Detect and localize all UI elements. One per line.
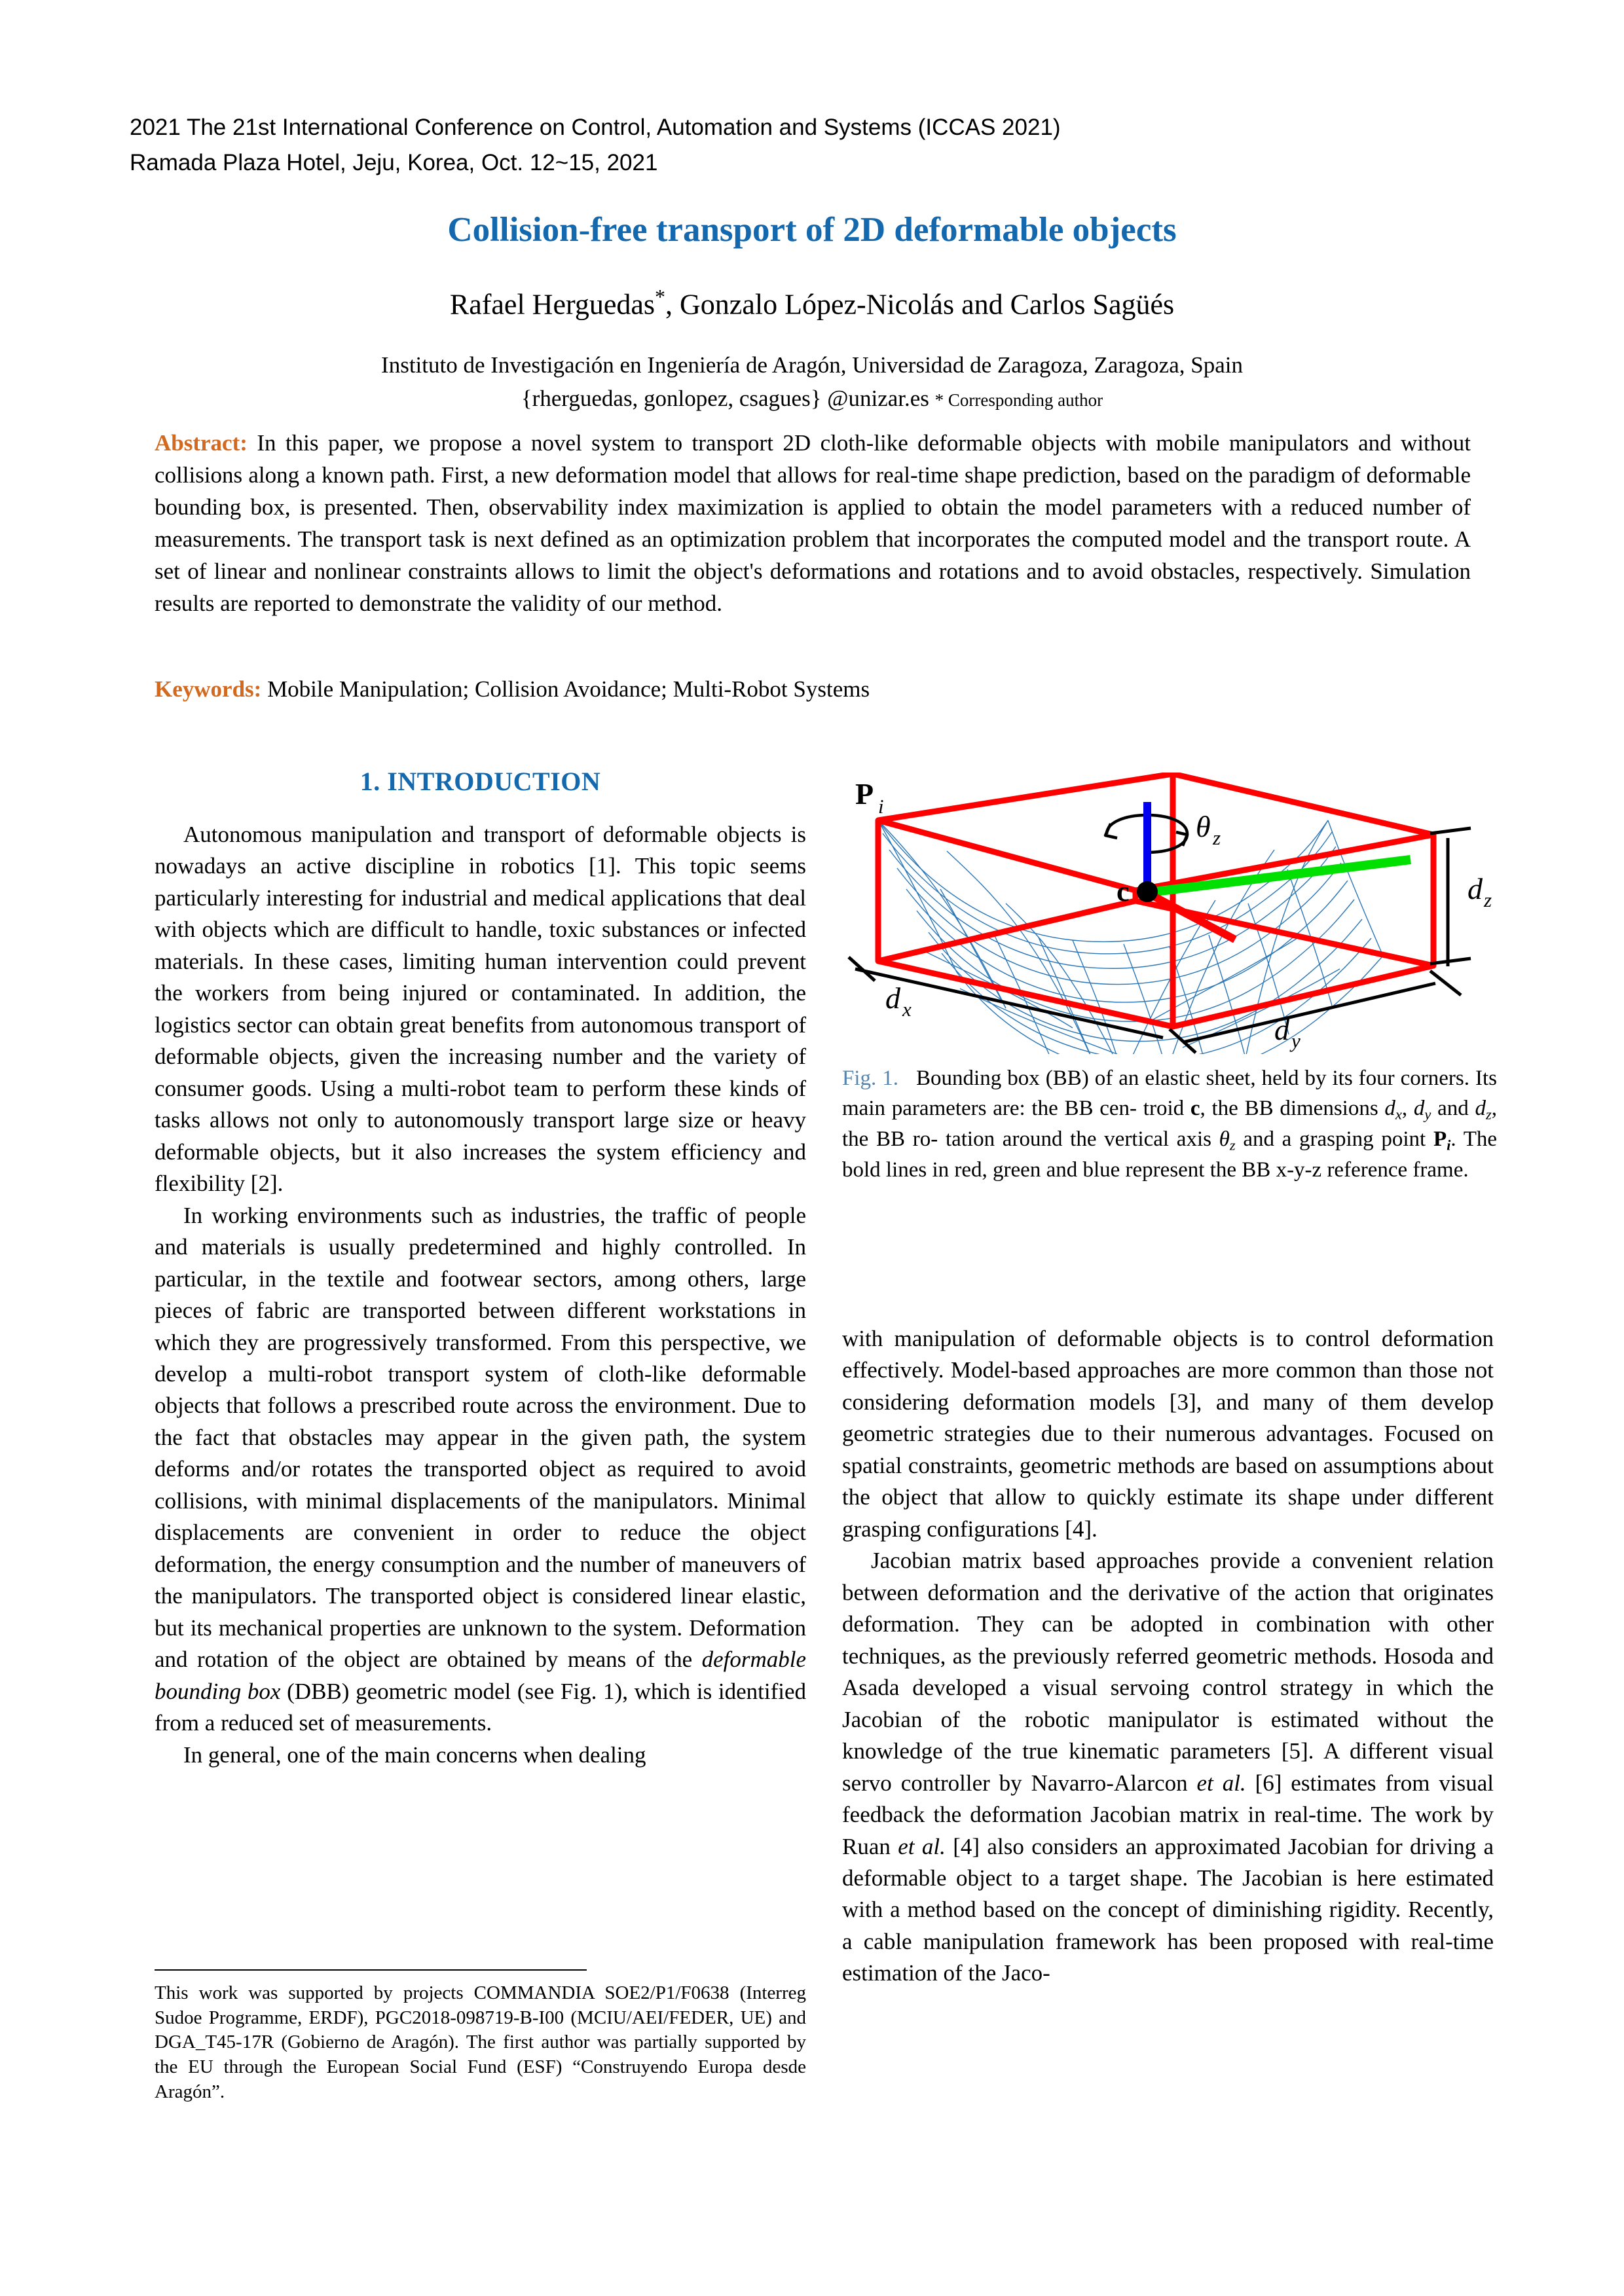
section-heading-introduction: 1. INTRODUCTION xyxy=(360,767,601,796)
keywords-text: Mobile Manipulation; Collision Avoidance; Multi-Robot Systems xyxy=(267,676,870,702)
citation-et-al-2: et al. xyxy=(898,1833,946,1859)
caption-seg-4b: and a grasping point xyxy=(1235,1127,1426,1151)
affiliation-line-1: Instituto de Investigación en Ingeniería de Aragón, Universidad de Zaragoza, Zaragoza, Spain xyxy=(381,352,1243,378)
label-dy: d xyxy=(1274,1013,1289,1046)
caption-centroid-symbol: c xyxy=(1190,1096,1200,1120)
author-list: Rafael Herguedas*, Gonzalo López-Nicolás and Carlos Sagüés xyxy=(449,285,1175,321)
caption-dz: $d_z$ xyxy=(1475,1096,1492,1122)
label-dx: d xyxy=(885,981,900,1015)
paragraph-intro-2 xyxy=(155,1200,806,1740)
caption-theta-z: $\theta_z$ xyxy=(1219,1127,1236,1154)
label-theta-z-subscript: z xyxy=(1213,826,1221,849)
paragraph-intro-3: In general, one of the main concerns when dealing xyxy=(183,1741,646,1768)
paragraph-right-2 xyxy=(842,1545,1494,1990)
figure-1 xyxy=(842,773,1497,1054)
conference-line-1: 2021 The 21st International Conference on Control, Automation and Systems (ICCAS 2021) xyxy=(130,115,1061,140)
paragraph-right-1: with manipulation of deformable objects is to control deformation effectively. Model-based approaches are more common than those not considering deformation models [3], and many of them develop geometric strategies due to their numerous advantages. Focused on spatial constraints, geometric methods are based on assumptions about the object that allow to quickly estimate its shape under different grasping configurations [4]. xyxy=(842,1326,1494,1542)
label-centroid: c xyxy=(1116,875,1130,907)
affiliation-line-2 xyxy=(130,382,1494,416)
paragraph-right-2-c: [4] also considers an approximated Jacobian for driving a deformable object to a target shape. The Jacobian is here estimated with a method based on the concept of diminishing rigidity. Recently, a cable manipulation framework has been proposed with real-time estimation of the Jaco- xyxy=(842,1833,1494,1986)
label-theta-z: θ xyxy=(1196,810,1211,843)
page-title: Collision-free transport of 2D deformable objects xyxy=(447,211,1177,249)
label-grasping-point: P xyxy=(855,777,874,811)
bounding-box-diagram xyxy=(842,773,1497,1054)
caption-dx: $d_x$ xyxy=(1384,1096,1402,1122)
term-deformable-bounding-box: deformable bounding box xyxy=(155,1647,806,1704)
label-dz-subscript: z xyxy=(1484,888,1492,911)
title-block xyxy=(130,211,1494,415)
label-dz: d xyxy=(1467,872,1483,905)
caption-seg-6: the BB x-y-z reference frame. xyxy=(1209,1158,1469,1182)
figure-label: Fig. 1. xyxy=(842,1066,899,1090)
conference-line-2: Ramada Plaza Hotel, Jeju, Korea, Oct. 12~15, 2021 xyxy=(130,150,658,176)
abstract-label: Abstract: xyxy=(155,430,248,456)
caption-seg-5b: . The bold lines in red, green and blue represent xyxy=(842,1127,1498,1182)
paragraph-intro-1: Autonomous manipulation and transport of deformable objects is nowadays an active discipline in robotics [1]. This topic seems particularly interesting for industrial and medical applications that deal with objects which are difficult to handle, toxic substances or infected materials. In these cases, limiting human intervention could prevent the workers from being injured or contaminated. In addition, the logistics sector can obtain great benefits from autonomous transport of deformable objects, given the increasing number and the variety of consumer goods. Using a multi-robot team to perform these kinds of tasks allows not only to autonomously transport large size or heavy deformable objects, but it also increases the system efficiency and flexibility [2]. xyxy=(155,822,806,1197)
footnote-divider xyxy=(155,1969,587,1971)
keywords-label: Keywords: xyxy=(155,676,262,702)
caption-seg-1: Bounding box (BB) of an elastic sheet, held by xyxy=(916,1066,1327,1090)
caption-seg-3e: , the BB ro- xyxy=(842,1096,1497,1151)
caption-seg-3d: and xyxy=(1431,1096,1475,1120)
citation-et-al-1: et al. xyxy=(1196,1770,1246,1796)
caption-dy: $d_y$ xyxy=(1413,1096,1431,1122)
right-column xyxy=(842,1323,1494,1990)
paragraph-intro-2-a: In working environments such as industries, the traffic of people and materials is usually predetermined and highly controlled. In particular, in the textile and footwear sectors, among others, large pieces of fabric are transported between different workstations in which they are progressively transformed. From this perspective, we develop a multi-robot transport system of cloth-like deformable objects that follows a prescribed route across the environment. Due to the fact that obstacles may appear in the given path, the system deforms and/or rotates the transported object as required to avoid collisions, with minimal displacements of the manipulators. Minimal displacements are convenient in order to reduce the object deformation, the energy consumption and the number of maneuvers of the manipulators. The transported object is considered linear elastic, but its mechanical properties are unknown to the system. Deformation and rotation of the object are obtained by means of the xyxy=(155,1202,806,1673)
paragraph-intro-2-b: (DBB) geometric model (see Fig. 1), which is identified from a reduced set of measurements. xyxy=(155,1678,806,1736)
caption-seg-2: its four corners. Its main parameters are: the BB cen- xyxy=(842,1066,1497,1120)
funding-footnote: This work was supported by projects COMMANDIA SOE2/P1/F0638 (Interreg Sudoe Programme, ERDF), PGC2018-098719-B-I00 (MCIU/AEI/FEDER, UE) and DGA_T45-17R (Gobierno de Aragón). The first author was partially supported by the EU through the European Social Fund (ESF) “Construyendo Europa desde Aragón”. xyxy=(155,1982,806,2102)
caption-seg-3a: troid xyxy=(1143,1096,1190,1120)
abstract-text: In this paper, we propose a novel system to transport 2D cloth-like deformable objects with mobile manipulators and without collisions along a known path. First, a new deformation model that allows for real-time shape prediction, based on the paradigm of deformable bounding box, is presented. Then, observability index maximization is applied to obtain the model parameters with a reduced number of measurements. The transport task is next defined as an optimization problem that incorporates the computed model and the transport route. A set of linear and nonlinear constraints allows to limit the object's deformations and rotations and to avoid obstacles, respectively. Simulation results are reported to demonstrate the validity of our method. xyxy=(155,430,1471,616)
caption-seg-4a: tation around the vertical axis xyxy=(945,1127,1219,1151)
abstract-block xyxy=(155,427,1471,619)
centroid-marker xyxy=(1137,881,1158,902)
label-grasping-point-subscript: i xyxy=(878,795,884,818)
label-dy-subscript: y xyxy=(1291,1029,1301,1052)
caption-grasp-point: $P_i$ xyxy=(1433,1127,1451,1154)
label-dx-subscript: x xyxy=(902,998,912,1021)
figure-caption-text: Bounding box (BB) of an elastic sheet, held by its four corners. Its main parameters are: the BB cen- troid c, the BB dimensions $d_x$, $d_y$ and $d_z$, the BB ro- tation around the vertical axis $\theta_z$ and a grasping point $P_i$. The bold lines in red, green and blue represent the BB x-y-z reference frame. xyxy=(842,1066,1498,1182)
caption-seg-3b: , the BB dimensions xyxy=(1200,1096,1385,1120)
figure-1-caption xyxy=(842,1064,1497,1186)
corresponding-author-note: * Corresponding author xyxy=(934,390,1103,410)
paragraph-right-2-a: Jacobian matrix based approaches provide a convenient relation between deformation and the derivative of the action that originates deformation. They can be adopted in combination with other techniques, as the previously referred geometric methods. Hosoda and Asada developed a visual servoing control strategy in which the Jacobian of the robotic manipulator is estimated without the knowledge of the true kinematic parameters [5]. A different visual servo controller by Navarro-Alarcon xyxy=(842,1548,1494,1796)
paragraph-right-2-b: [6] estimates from visual feedback the deformation Jacobian matrix in real-time. The work by Ruan xyxy=(842,1770,1494,1859)
affiliation xyxy=(130,349,1494,416)
author-emails: {rherguedas, gonlopez, csagues} @unizar.es xyxy=(521,385,929,411)
left-column xyxy=(155,766,806,1771)
conference-header xyxy=(130,110,1505,181)
keywords-block xyxy=(155,673,1471,705)
